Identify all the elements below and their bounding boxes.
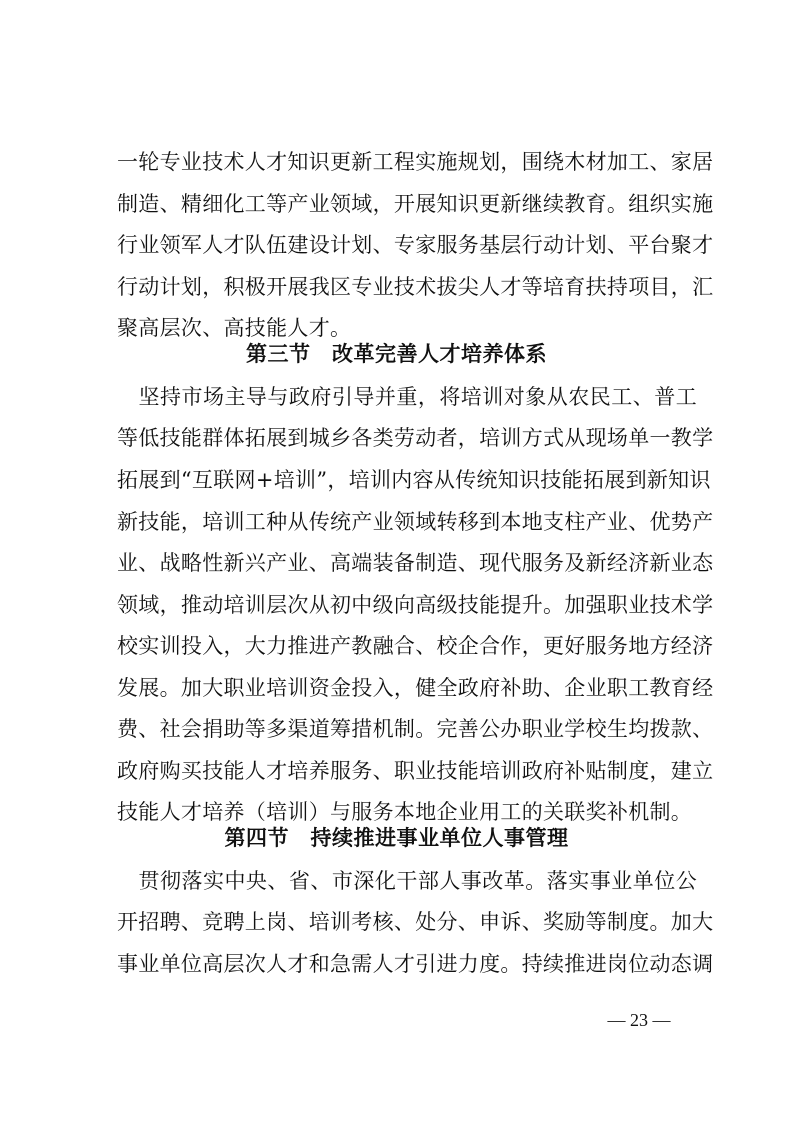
paragraph-line: 行业领军人才队伍建设计划、专家服务基层行动计划、平台聚才 [117,233,714,257]
paragraph-line: 校实训投入，大力推进产教融合、校企合作，更好服务地方经济 [117,634,714,658]
paragraph-line: 新技能，培训工种从传统产业领域转移到本地支柱产业、优势产 [117,510,714,534]
page-number: — 23 — [607,1010,671,1030]
section-heading-3: 第三节 改革完善人才培养体系 [246,342,547,366]
paragraph-line: 发展。加大职业培训资金投入，健全政府补助、企业职工教育经 [117,676,714,700]
paragraph-line: 贯彻落实中央、省、市深化干部人事改革。落实事业单位公 [117,869,697,893]
paragraph-line: 拓展到“互联网+培训”，培训内容从传统知识技能拓展到新知识 [117,468,711,492]
paragraph-line: 行动计划，积极开展我区专业技术拔尖人才等培育扶持项目，汇 [117,275,714,299]
paragraph-line: 事业单位高层次人才和急需人才引进力度。持续推进岗位动态调 [117,952,714,976]
paragraph-line: 一轮专业技术人才知识更新工程实施规划，围绕木材加工、家居 [117,150,714,174]
paragraph-line: 业、战略性新兴产业、高端装备制造、现代服务及新经济新业态 [117,551,714,575]
paragraph-line: 开招聘、竞聘上岗、培训考核、处分、申诉、奖励等制度。加大 [117,910,714,934]
paragraph-line: 领域，推动培训层次从初中级向高级技能提升。加强职业技术学 [117,593,714,617]
paragraph-line: 技能人才培养（培训）与服务本地企业用工的关联奖补机制。 [117,800,693,824]
paragraph-line: 费、社会捐助等多渠道筹措机制。完善公办职业学校生均拨款、 [117,717,714,741]
paragraph-line: 等低技能群体拓展到城乡各类劳动者，培训方式从现场单一教学 [117,426,714,450]
section-heading-4: 第四节 持续推进事业单位人事管理 [224,826,569,850]
paragraph-line: 聚高层次、高技能人才。 [117,316,352,340]
paragraph-line: 制造、精细化工等产业领域，开展知识更新继续教育。组织实施 [117,192,714,216]
paragraph-line: 政府购买技能人才培养服务、职业技能培训政府补贴制度，建立 [117,759,714,783]
paragraph-line: 坚持市场主导与政府引导并重，将培训对象从农民工、普工 [117,385,697,409]
